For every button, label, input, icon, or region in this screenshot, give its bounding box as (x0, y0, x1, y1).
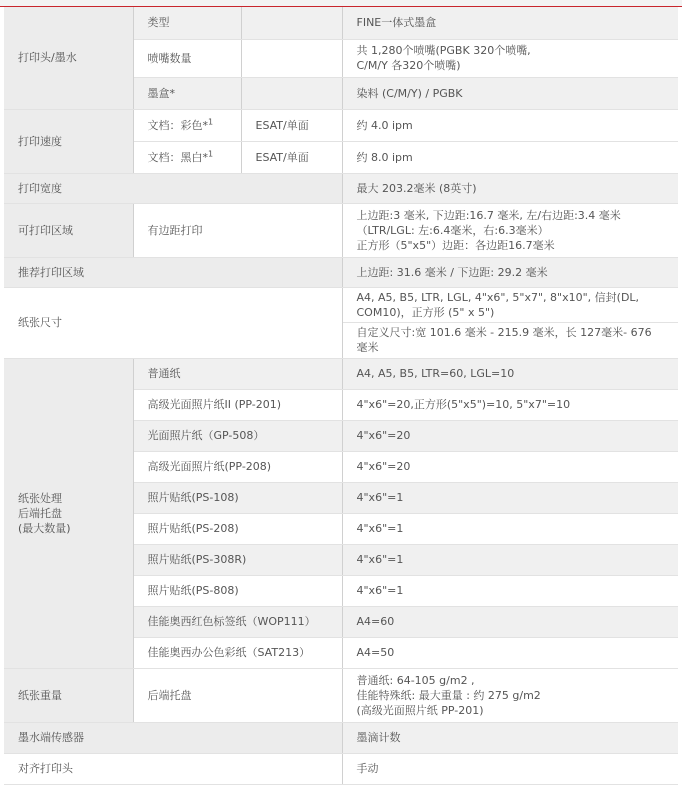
empty-cell (241, 7, 342, 39)
value-cartridge: 染料 (C/M/Y) / PGBK (342, 77, 678, 109)
label-line: (最大数量) (18, 521, 71, 535)
top-accent-bar (0, 0, 682, 7)
row-label-ink-sensor: 墨水端传感器 (4, 722, 342, 753)
paper-type: 高级光面照片纸II (PP-201) (133, 389, 342, 420)
table-row (4, 7, 678, 39)
value-black-speed: 约 8.0 ipm (342, 141, 678, 173)
paper-type: 佳能奥西红色标签纸（WOP111） (133, 606, 342, 637)
sub-label-color (133, 109, 241, 141)
table-row (4, 358, 678, 389)
mode-color: ESAT/单面 (241, 109, 342, 141)
paper-capacity: A4=60 (342, 606, 678, 637)
row-label-printhead: 打印头/墨水 (4, 7, 133, 109)
value-line: 共 1,280个喷嘴(PGBK 320个喷嘴, (356, 44, 531, 57)
sub-label-nozzles: 喷嘴数量 (133, 39, 241, 77)
value-width: 最大 203.2毫米 (8英寸) (342, 173, 678, 203)
value-align: 手动 (342, 753, 678, 784)
row-label-paper-size: 纸张尺寸 (4, 287, 342, 358)
paper-type: 照片贴纸(PS-208) (133, 513, 342, 544)
paper-capacity: 4"x6"=20 (342, 451, 678, 482)
footnote-mark: 1 (208, 116, 214, 126)
paper-type: 照片贴纸(PS-308R) (133, 544, 342, 575)
paper-capacity: 4"x6"=20 (342, 420, 678, 451)
value-line: 上边距:3 毫米, 下边距:16.7 毫米, 左/右边距:3.4 毫米 (356, 208, 621, 222)
label-line: 纸张处理 (18, 491, 62, 505)
paper-capacity: 4"x6"=1 (342, 482, 678, 513)
row-label-area: 可打印区域 (4, 203, 133, 257)
sub-label-type: 类型 (133, 7, 241, 39)
table-row (4, 753, 678, 784)
row-label-width: 打印宽度 (4, 173, 342, 203)
value-line: COM10)，正方形 (5" x 5") (356, 305, 495, 319)
row-label-weight: 纸张重量 (4, 668, 133, 722)
mode-black: ESAT/单面 (241, 141, 342, 173)
value-line: 自定义尺寸:宽 101.6 毫米 - 215.9 毫米，长 127毫米- 676 (356, 326, 652, 339)
paper-capacity: 4"x6"=1 (342, 544, 678, 575)
paper-capacity: 4"x6"=20,正方形(5"x5")=10, 5"x7"=10 (342, 389, 678, 420)
value-type: FINE一体式墨盒 (342, 7, 678, 39)
sub-label-area: 有边距打印 (133, 203, 342, 257)
paper-type: 照片贴纸(PS-108) (133, 482, 342, 513)
row-label-speed: 打印速度 (4, 109, 133, 173)
paper-capacity: 4"x6"=1 (342, 513, 678, 544)
paper-type: 高级光面照片纸(PP-208) (133, 451, 342, 482)
paper-capacity: 4"x6"=1 (342, 575, 678, 606)
value-paper-size-a (342, 287, 678, 322)
paper-type: 照片贴纸(PS-808) (133, 575, 342, 606)
table-row (4, 257, 678, 287)
value-line: （LTR/LGL: 左:6.4毫米，右:6.3毫米） (356, 223, 549, 237)
value-paper-size-b (342, 322, 678, 358)
value-line: C/M/Y 各320个喷嘴) (356, 59, 461, 72)
value-line: A4, A5, B5, LTR, LGL, 4"x6", 5"x7", 8"x10", 信封(DL, (356, 290, 640, 304)
value-color-speed: 约 4.0 ipm (342, 109, 678, 141)
value-line: 佳能特殊纸: 最大重量 : 约 275 g/m2 (356, 688, 541, 702)
spec-table (4, 7, 678, 785)
value-line: 普通纸: 64-105 g/m2 , (356, 673, 475, 687)
paper-capacity: A4=50 (342, 637, 678, 668)
paper-capacity: A4, A5, B5, LTR=60, LGL=10 (342, 358, 678, 389)
paper-type: 普通纸 (133, 358, 342, 389)
value-recommended: 上边距: 31.6 毫米 / 下边距: 29.2 毫米 (342, 257, 678, 287)
footnote-mark: 1 (208, 148, 214, 158)
empty-cell (241, 77, 342, 109)
value-line: 正方形（5"x5"）边距：各边距16.7毫米 (356, 238, 555, 252)
table-row (4, 668, 678, 722)
paper-type: 光面照片纸（GP-508） (133, 420, 342, 451)
value-line: 毫米 (356, 341, 379, 354)
row-label-align: 对齐打印头 (4, 753, 342, 784)
table-row (4, 722, 678, 753)
row-label-handling (4, 358, 133, 668)
sub-label-black (133, 141, 241, 173)
label-text: 文档：彩色* (147, 118, 208, 132)
paper-type: 佳能奥西办公色彩纸（SAT213） (133, 637, 342, 668)
table-row (4, 173, 678, 203)
value-ink-sensor: 墨滴计数 (342, 722, 678, 753)
label-text: 文档：黑白* (147, 150, 208, 164)
sub-label-cartridge: 墨盒* (133, 77, 241, 109)
table-row (4, 203, 678, 257)
label-line: 后端托盘 (18, 506, 62, 520)
row-label-recommended: 推荐打印区域 (4, 257, 342, 287)
empty-cell (241, 39, 342, 77)
value-weight (342, 668, 678, 722)
value-nozzles (342, 39, 678, 77)
table-row (4, 287, 678, 322)
sub-label-weight: 后端托盘 (133, 668, 342, 722)
value-area (342, 203, 678, 257)
value-line: (高级光面照片纸 PP-201) (356, 703, 484, 717)
table-row (4, 109, 678, 141)
